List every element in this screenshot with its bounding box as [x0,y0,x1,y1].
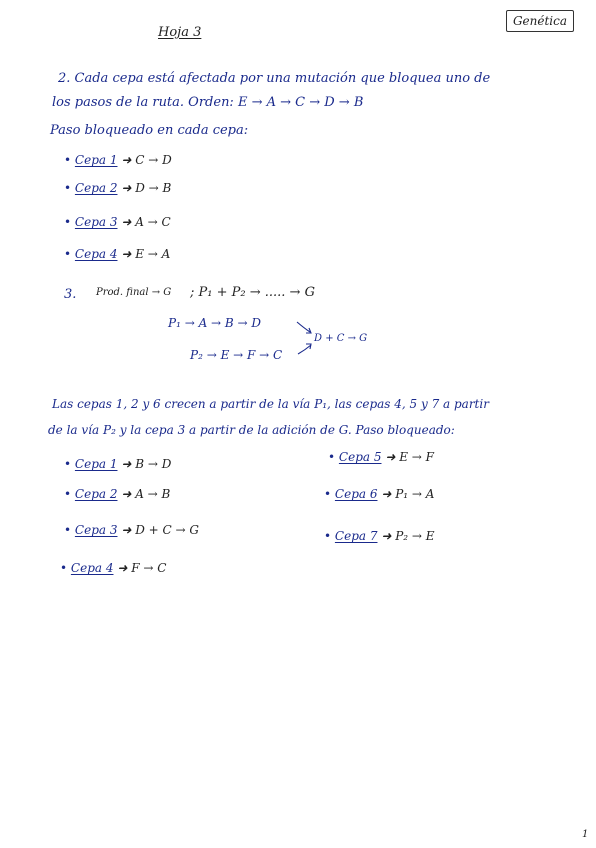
strain-label: Cepa 4 [74,247,118,261]
arrow-icon: ➜ [381,529,392,543]
q3-left-item-2: • Cepa 2 ➜ A → B [64,487,171,501]
q3-left-item-1: • Cepa 1 ➜ B → D [64,457,172,471]
q3-number: 3. [64,287,77,302]
arrow-icon: ➜ [121,247,132,261]
page-title: Hoja 3 [158,25,202,40]
strain-label: Cepa 4 [70,561,114,575]
arrow-icon: ➜ [121,153,132,167]
q2-blocked-heading: Paso bloqueado en cada cepa: [50,123,249,138]
q3-para-line2: de la vía P₂ y la cepa 3 a partir de la adición de G. Paso bloqueado: [48,423,455,437]
blocked-step: E → F [399,450,434,464]
pathway-1: P₁ → A → B → D [168,316,262,330]
q3-left-item-4: • Cepa 4 ➜ F → C [60,561,167,575]
q2-line1: 2. Cada cepa está afectada por una mutación que bloquea uno de [58,71,491,86]
arrow-icon: ➜ [381,487,392,501]
q2-line2: los pasos de la ruta. Orden: E → A → C → D → B [52,95,364,110]
arrow-icon: ➜ [121,487,132,501]
q3-right-item-1: • Cepa 5 ➜ E → F [328,450,434,464]
strain-label: Cepa 3 [74,215,118,229]
strain-label: Cepa 5 [338,450,382,464]
q3-para-line1: Las cepas 1, 2 y 6 crecen a partir de la vía P₁, las cepas 4, 5 y 7 a partir [52,397,489,411]
q3-left-item-3: • Cepa 3 ➜ D + C → G [64,523,199,537]
blocked-step: D → B [135,181,172,195]
strain-label: Cepa 2 [74,487,118,501]
q3-right-item-2: • Cepa 6 ➜ P₁ → A [324,487,435,501]
pathway-2: P₂ → E → F → C [190,348,283,362]
blocked-step: P₂ → E [395,529,435,543]
blocked-step: D + C → G [135,523,199,537]
blocked-step: E → A [135,247,171,261]
arrow-icon: ➜ [121,181,132,195]
arrow-icon: ➜ [121,457,132,471]
strain-label: Cepa 6 [334,487,378,501]
q3-right-item-3: • Cepa 7 ➜ P₂ → E [324,529,435,543]
blocked-step: A → B [135,487,171,501]
arrow-icon: ➜ [385,450,396,464]
q2-item-2: • Cepa 2 ➜ D → B [64,181,172,195]
q2-item-1: • Cepa 1 ➜ C → D [64,153,172,167]
q3-prod-final: Prod. final → G [96,287,172,298]
strain-label: Cepa 2 [74,181,118,195]
strain-label: Cepa 3 [74,523,118,537]
strain-label: Cepa 7 [334,529,378,543]
q2-item-3: • Cepa 3 ➜ A → C [64,215,171,229]
pathway-join: D + C → G [314,333,368,344]
arrow-icon: ➜ [121,523,132,537]
arrow-icon: ➜ [117,561,128,575]
subject-label: Genética [506,10,574,32]
page-number: 1 [582,829,589,840]
blocked-step: A → C [135,215,171,229]
blocked-step: C → D [135,153,172,167]
q2-item-4: • Cepa 4 ➜ E → A [64,247,171,261]
strain-label: Cepa 1 [74,457,118,471]
strain-label: Cepa 1 [74,153,118,167]
q3-summary: ; P₁ + P₂ → ..... → G [190,285,315,300]
blocked-step: P₁ → A [395,487,435,501]
blocked-step: F → C [131,561,167,575]
arrow-icon: ➜ [121,215,132,229]
blocked-step: B → D [135,457,172,471]
